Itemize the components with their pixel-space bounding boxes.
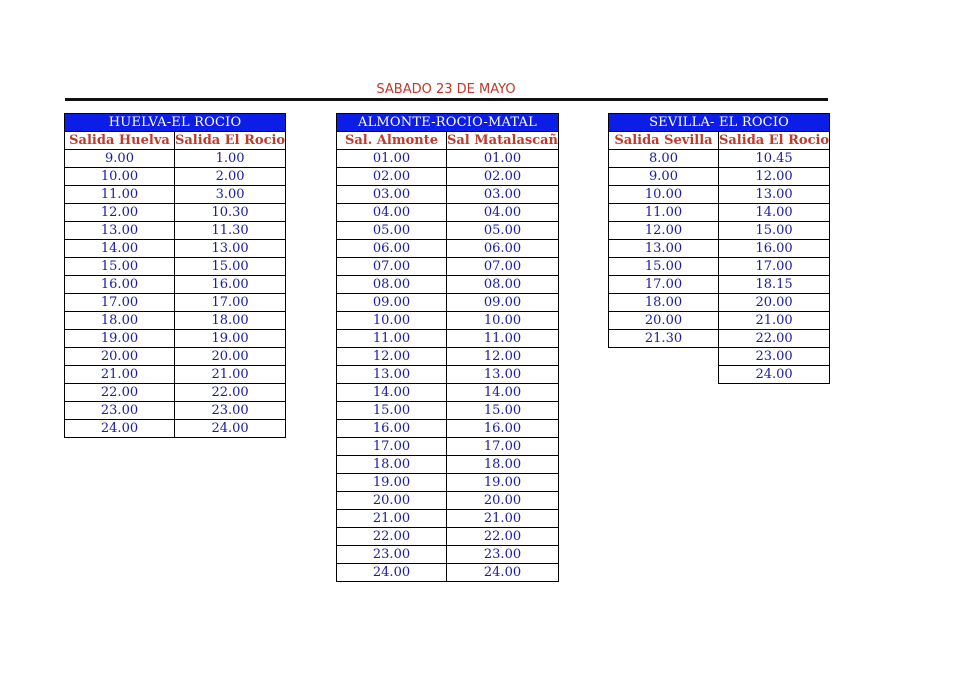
time-cell: 19.00	[337, 474, 447, 492]
time-cell: 17.00	[65, 294, 175, 312]
time-cell: 12.00	[719, 168, 830, 186]
table-row	[609, 276, 830, 294]
time-cell: 02.00	[337, 168, 447, 186]
time-cell: 16.00	[447, 420, 559, 438]
time-cell: 15.00	[337, 402, 447, 420]
table-row	[337, 222, 559, 240]
table-row	[337, 186, 559, 204]
time-cell: 20.00	[65, 348, 175, 366]
time-cell: 13.00	[175, 240, 286, 258]
time-cell: 01.00	[447, 150, 559, 168]
table-row	[337, 294, 559, 312]
column-header: Salida Sevilla	[609, 132, 719, 150]
time-cell: 14.00	[719, 204, 830, 222]
time-cell: 17.00	[175, 294, 286, 312]
time-cell: 10.00	[609, 186, 719, 204]
time-cell: 14.00	[447, 384, 559, 402]
almonte-rocio-matalascanas-table	[336, 113, 559, 582]
table-row	[337, 402, 559, 420]
table-row	[609, 240, 830, 258]
time-cell: 24.00	[719, 366, 830, 384]
table-row	[337, 204, 559, 222]
time-cell: 22.00	[65, 384, 175, 402]
table-row	[337, 150, 559, 168]
huelva-el-rocio-table	[64, 113, 286, 438]
time-cell: 05.00	[447, 222, 559, 240]
table-row	[337, 474, 559, 492]
time-cell	[609, 366, 719, 384]
table-row	[65, 366, 286, 384]
table-row	[337, 384, 559, 402]
time-cell: 12.00	[337, 348, 447, 366]
time-cell: 23.00	[175, 402, 286, 420]
table-row	[65, 330, 286, 348]
table-row	[337, 420, 559, 438]
time-cell: 04.00	[447, 204, 559, 222]
time-cell: 10.30	[175, 204, 286, 222]
time-cell: 13.00	[609, 240, 719, 258]
time-cell: 19.00	[447, 474, 559, 492]
column-header: Sal Matalascañ	[447, 133, 558, 148]
title-divider	[65, 98, 828, 101]
table-row	[337, 258, 559, 276]
time-cell: 12.00	[609, 222, 719, 240]
time-cell: 11.00	[337, 330, 447, 348]
table-row	[65, 150, 286, 168]
page-title: SABADO 23 DE MAYO	[376, 82, 516, 97]
time-cell: 06.00	[337, 240, 447, 258]
time-cell: 16.00	[337, 420, 447, 438]
time-cell: 15.00	[719, 222, 830, 240]
table-row	[65, 258, 286, 276]
time-cell: 09.00	[447, 294, 559, 312]
time-cell	[609, 348, 719, 366]
time-cell: 03.00	[447, 186, 559, 204]
time-cell: 11.30	[175, 222, 286, 240]
column-header: Salida Huelva	[65, 132, 175, 150]
table-row	[65, 276, 286, 294]
time-cell: 20.00	[337, 492, 447, 510]
time-cell: 18.00	[447, 456, 559, 474]
time-cell: 24.00	[337, 564, 447, 582]
table-row	[337, 510, 559, 528]
sevilla-el-rocio-table	[608, 113, 830, 384]
time-cell: 15.00	[175, 258, 286, 276]
table-row	[337, 240, 559, 258]
time-cell: 02.00	[447, 168, 559, 186]
time-cell: 11.00	[65, 186, 175, 204]
time-cell: 18.00	[65, 312, 175, 330]
time-cell: 21.00	[719, 312, 830, 330]
time-cell: 20.00	[609, 312, 719, 330]
table-row	[609, 258, 830, 276]
time-cell: 11.00	[447, 330, 559, 348]
table-row	[65, 186, 286, 204]
time-cell: 06.00	[447, 240, 559, 258]
table-row	[65, 348, 286, 366]
time-cell: 08.00	[337, 276, 447, 294]
table-row	[609, 150, 830, 168]
time-cell: 10.45	[719, 150, 830, 168]
time-cell: 13.00	[447, 366, 559, 384]
time-cell: 23.00	[65, 402, 175, 420]
table-row	[609, 222, 830, 240]
time-cell: 21.30	[609, 330, 719, 348]
time-cell: 23.00	[447, 546, 559, 564]
table-row	[609, 348, 830, 366]
table-row	[337, 546, 559, 564]
time-cell: 17.00	[447, 438, 559, 456]
table-row	[609, 168, 830, 186]
time-cell: 17.00	[719, 258, 830, 276]
time-cell: 20.00	[447, 492, 559, 510]
table-row	[609, 204, 830, 222]
time-cell: 03.00	[337, 186, 447, 204]
time-cell: 11.00	[609, 204, 719, 222]
table-row	[609, 330, 830, 348]
time-cell: 15.00	[65, 258, 175, 276]
table-row	[337, 564, 559, 582]
time-cell: 15.00	[447, 402, 559, 420]
time-cell: 1.00	[175, 150, 286, 168]
time-cell: 19.00	[175, 330, 286, 348]
time-cell: 19.00	[65, 330, 175, 348]
time-cell: 8.00	[609, 150, 719, 168]
time-cell: 18.00	[337, 456, 447, 474]
time-cell: 17.00	[609, 276, 719, 294]
time-cell: 22.00	[719, 330, 830, 348]
time-cell: 23.00	[337, 546, 447, 564]
time-cell: 24.00	[175, 420, 286, 438]
table-row	[337, 330, 559, 348]
table-header: ALMONTE-ROCIO-MATAL	[337, 114, 559, 132]
table-row	[337, 168, 559, 186]
time-cell: 22.00	[337, 528, 447, 546]
table-row	[65, 402, 286, 420]
time-cell: 18.00	[609, 294, 719, 312]
table-row	[337, 312, 559, 330]
time-cell: 16.00	[65, 276, 175, 294]
time-cell: 2.00	[175, 168, 286, 186]
table-row	[337, 276, 559, 294]
table-row	[65, 222, 286, 240]
time-cell: 10.00	[337, 312, 447, 330]
time-cell: 14.00	[65, 240, 175, 258]
table-row	[65, 204, 286, 222]
time-cell: 22.00	[447, 528, 559, 546]
time-cell: 07.00	[447, 258, 559, 276]
time-cell: 18.15	[719, 276, 830, 294]
table-row	[337, 348, 559, 366]
time-cell: 21.00	[337, 510, 447, 528]
time-cell: 15.00	[609, 258, 719, 276]
time-cell: 04.00	[337, 204, 447, 222]
time-cell: 07.00	[337, 258, 447, 276]
time-cell: 20.00	[175, 348, 286, 366]
time-cell: 12.00	[65, 204, 175, 222]
time-cell: 13.00	[337, 366, 447, 384]
time-cell: 08.00	[447, 276, 559, 294]
column-header: Sal. Almonte	[337, 132, 447, 150]
column-header: Salida El Rocio	[175, 133, 286, 148]
time-cell: 16.00	[719, 240, 830, 258]
time-cell: 05.00	[337, 222, 447, 240]
time-cell: 12.00	[447, 348, 559, 366]
time-cell: 21.00	[65, 366, 175, 384]
time-cell: 22.00	[175, 384, 286, 402]
time-cell: 24.00	[447, 564, 559, 582]
time-cell: 21.00	[447, 510, 559, 528]
table-row	[337, 528, 559, 546]
time-cell: 3.00	[175, 186, 286, 204]
table-row	[337, 492, 559, 510]
table-row	[337, 366, 559, 384]
table-row	[609, 186, 830, 204]
table-row	[65, 240, 286, 258]
time-cell: 24.00	[65, 420, 175, 438]
time-cell: 9.00	[609, 168, 719, 186]
table-row	[65, 384, 286, 402]
time-cell: 01.00	[337, 150, 447, 168]
table-header: SEVILLA- EL ROCIO	[609, 114, 830, 132]
table-row	[65, 168, 286, 186]
time-cell: 13.00	[719, 186, 830, 204]
time-cell: 23.00	[719, 348, 830, 366]
table-row	[65, 294, 286, 312]
table-row	[337, 456, 559, 474]
time-cell: 09.00	[337, 294, 447, 312]
time-cell: 21.00	[175, 366, 286, 384]
table-row	[609, 366, 830, 384]
time-cell: 10.00	[65, 168, 175, 186]
time-cell: 18.00	[175, 312, 286, 330]
table-row	[337, 438, 559, 456]
time-cell: 17.00	[337, 438, 447, 456]
table-header: HUELVA-EL ROCIO	[65, 114, 286, 132]
time-cell: 14.00	[337, 384, 447, 402]
time-cell: 13.00	[65, 222, 175, 240]
time-cell: 10.00	[447, 312, 559, 330]
time-cell: 16.00	[175, 276, 286, 294]
table-row	[65, 420, 286, 438]
column-header: Salida El Rocio	[719, 133, 830, 148]
time-cell: 9.00	[65, 150, 175, 168]
table-row	[609, 294, 830, 312]
time-cell: 20.00	[719, 294, 830, 312]
table-row	[65, 312, 286, 330]
table-row	[609, 312, 830, 330]
